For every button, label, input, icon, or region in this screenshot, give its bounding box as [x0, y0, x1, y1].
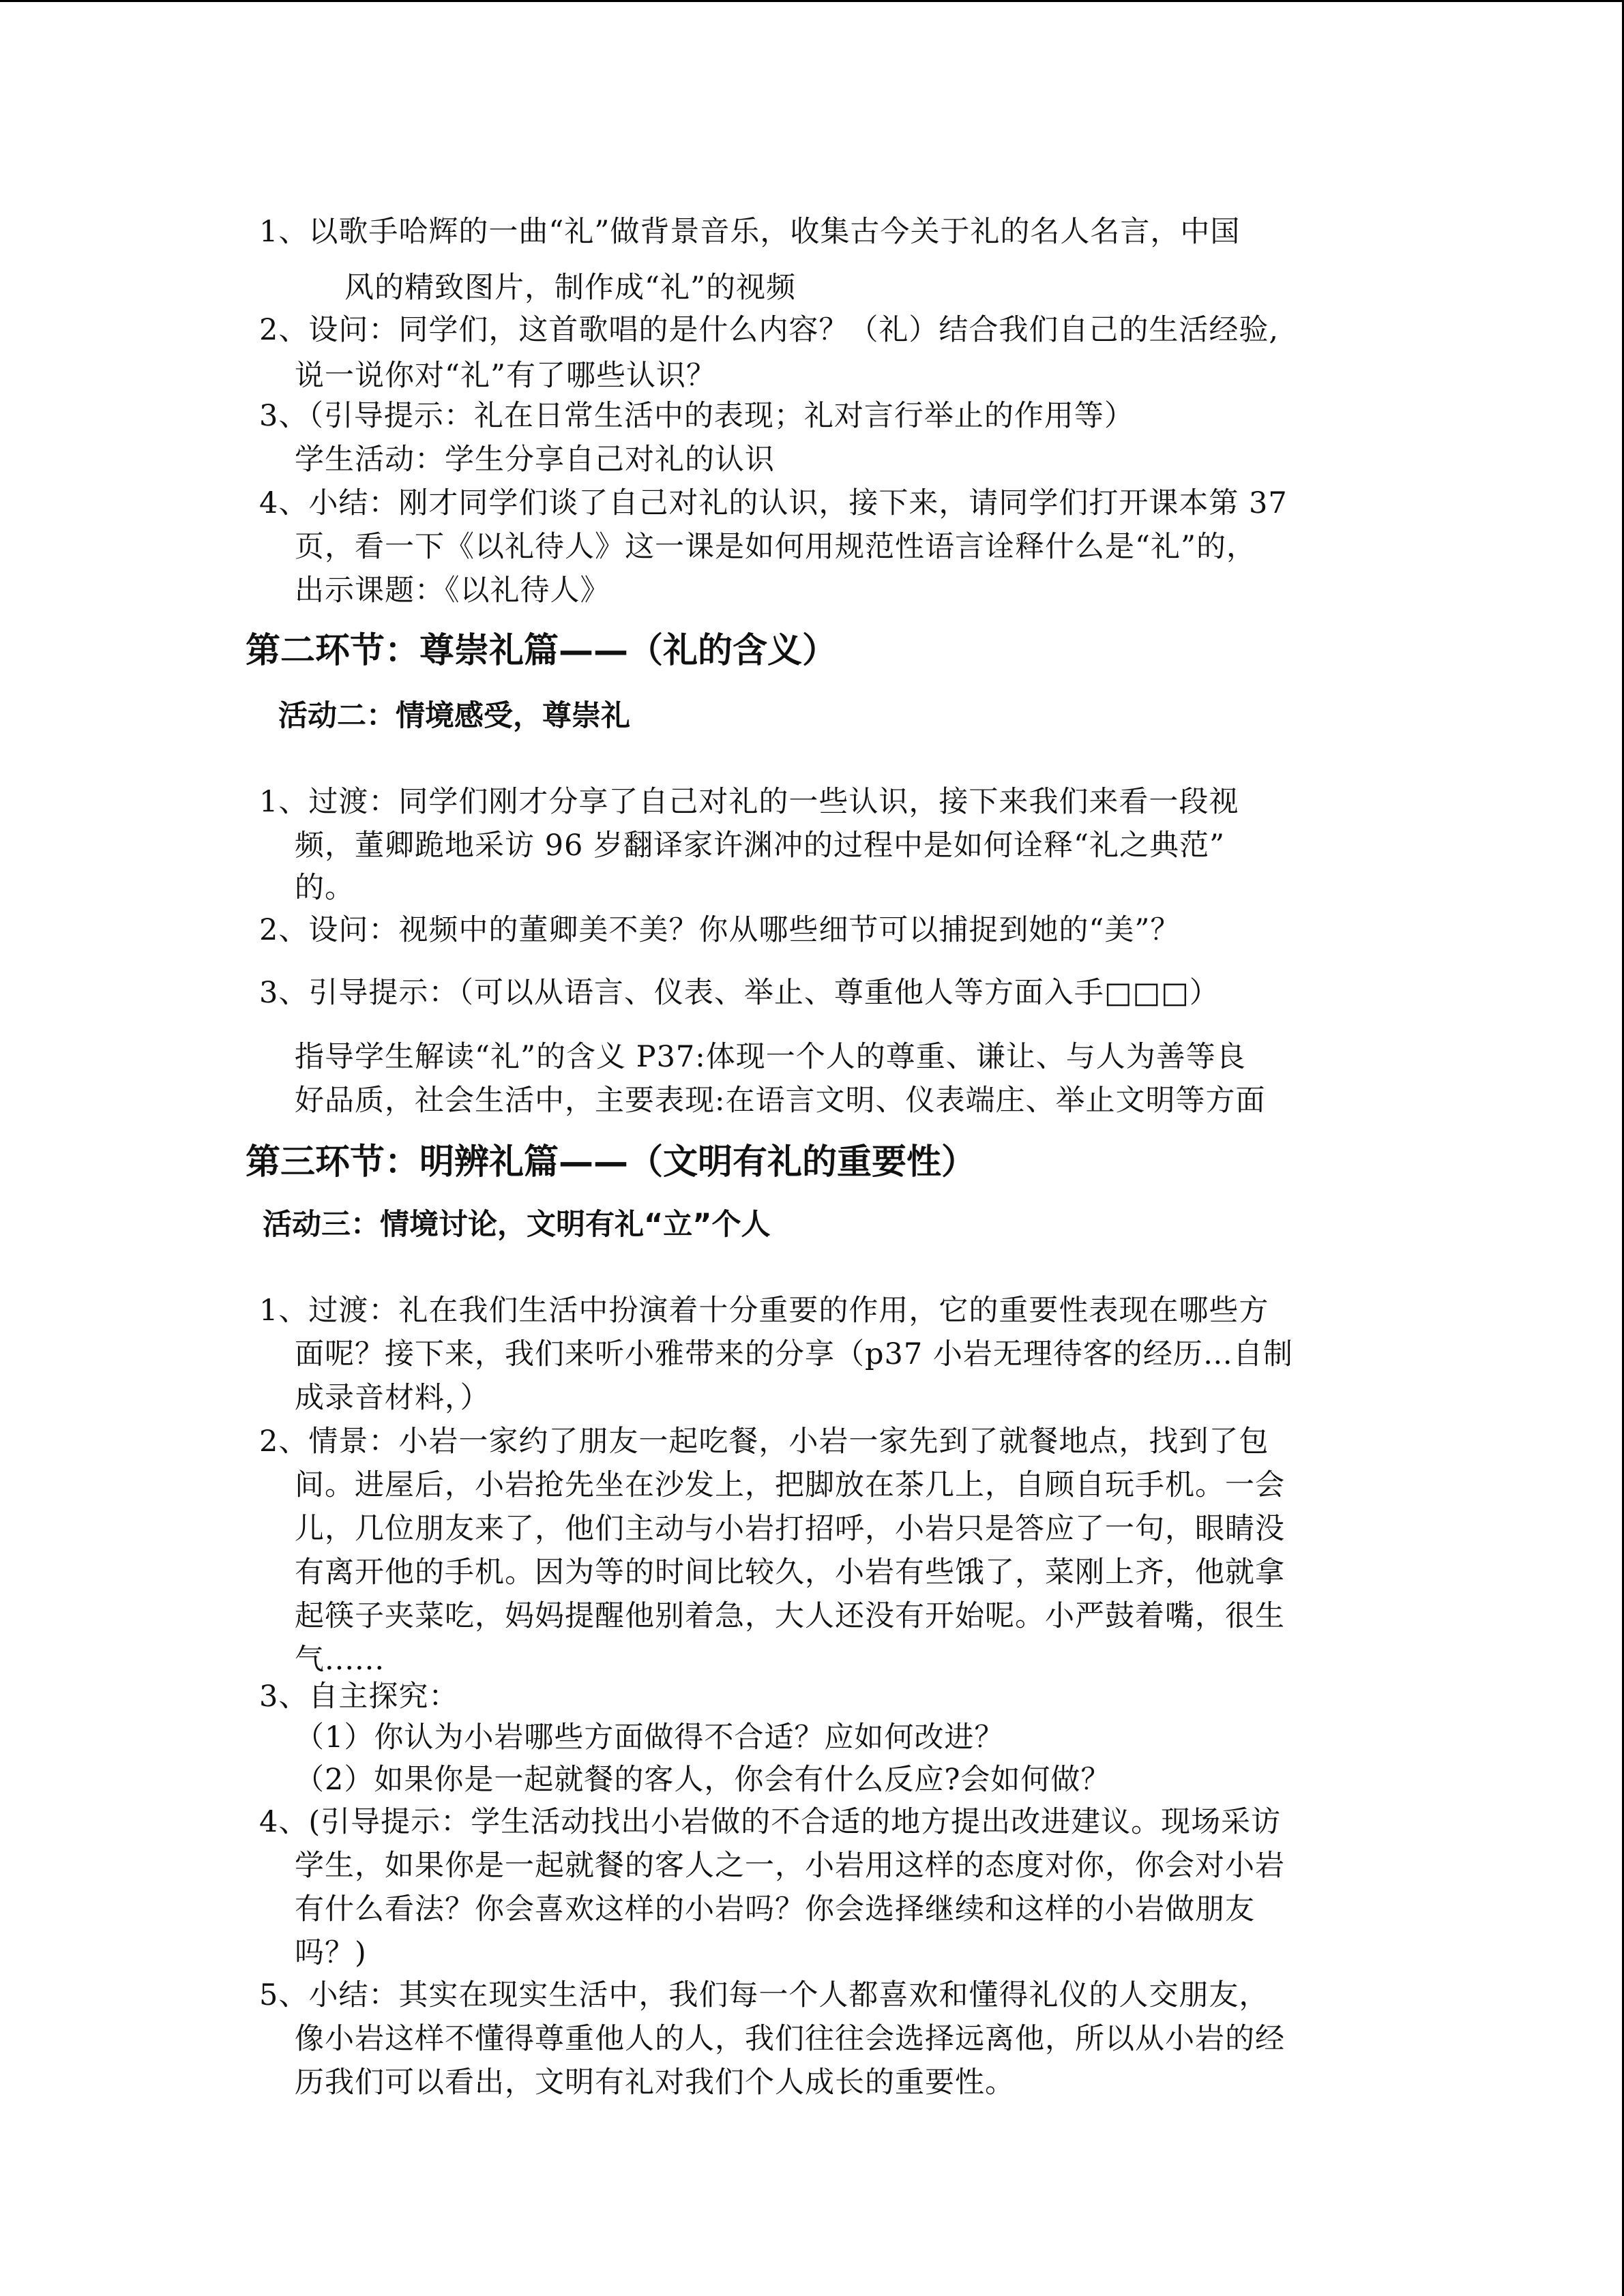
- s3-item1-line3: 成录音材料，）: [295, 1381, 490, 1415]
- s3-item5-line1: 5、小结：其实在现实生活中，我们每一个人都喜欢和懂得礼仪的人交朋友，: [259, 1978, 1269, 2012]
- s2-item1-line1: 1、过渡：同学们刚才分享了自己对礼的一些认识，接下来我们来看一段视: [259, 785, 1239, 819]
- s1-item1-line1: 1、以歌手哈辉的一曲“礼”做背景音乐，收集古今关于礼的名人名言，中国: [259, 215, 1241, 249]
- s3-item2-line4: 有离开他的手机。因为等的时间比较久，小岩有些饿了，菜刚上齐，他就拿: [295, 1555, 1285, 1590]
- page-top-border: [0, 0, 1624, 2]
- s3-item3-line3: （2）如果你是一起就餐的客人，你会有什么反应?会如何做？: [295, 1763, 1111, 1797]
- section3-activity: 活动三：情境讨论，文明有礼“立”个人: [263, 1208, 771, 1242]
- s3-item2-line2: 间。进屋后，小岩抢先坐在沙发上，把脚放在茶几上，自顾自玩手机。一会: [295, 1468, 1285, 1502]
- s3-item1-line1: 1、过渡：礼在我们生活中扮演着十分重要的作用，它的重要性表现在哪些方: [259, 1294, 1269, 1328]
- s3-item5-line2: 像小岩这样不懂得尊重他人的人，我们往往会选择远离他，所以从小岩的经: [295, 2022, 1285, 2056]
- s3-item1-line2: 面呢？接下来，我们来听小雅带来的分享（p37 小岩无理待客的经历…自制: [295, 1337, 1293, 1371]
- section3-heading: 第三环节：明辨礼篇——（文明有礼的重要性）: [246, 1142, 977, 1182]
- s3-item4-line4: 吗？): [295, 1936, 367, 1970]
- s1-item4-line2: 页，看一下《以礼待人》这一课是如何用规范性语言诠释什么是“礼”的，: [295, 530, 1256, 564]
- s3-item4-line3: 有什么看法？你会喜欢这样的小岩吗？你会选择继续和这样的小岩做朋友: [295, 1892, 1255, 1926]
- s3-item4-line1: 4、(引导提示：学生活动找出小岩做的不合适的地方提出改进建议。现场采访: [259, 1805, 1282, 1839]
- s1-item1-line2: 风的精致图片，制作成“礼”的视频: [344, 271, 796, 305]
- s1-item4-line3: 出示课题：《以礼待人》: [295, 573, 610, 608]
- s3-item4-line2: 学生，如果你是一起就餐的客人之一，小岩用这样的态度对你，你会对小岩: [295, 1849, 1285, 1883]
- section2-activity: 活动二：情境感受，尊崇礼: [278, 699, 630, 733]
- s2-item4-line2: 好品质，社会生活中，主要表现:在语言文明、仪表端庄、举止文明等方面: [295, 1084, 1266, 1118]
- s3-item2-line3: 儿，几位朋友来了，他们主动与小岩打招呼，小岩只是答应了一句，眼睛没: [295, 1512, 1285, 1546]
- s2-item4-line1: 指导学生解读“礼”的含义 P37:体现一个人的尊重、谦让、与人为善等良: [295, 1040, 1246, 1074]
- s3-item2-line6: 气......: [295, 1643, 385, 1677]
- s2-item1-line3: 的。: [295, 871, 355, 905]
- s1-item3-line1: 3、（引导提示：礼在日常生活中的表现；礼对言行举止的作用等）: [259, 399, 1134, 433]
- s2-item3-line1: 3、引导提示：（可以从语言、仪表、举止、尊重他人等方面入手□□□）: [259, 976, 1220, 1010]
- s2-item1-line2: 频，董卿跪地采访 96 岁翻译家许渊冲的过程中是如何诠释“礼之典范”: [295, 829, 1226, 863]
- section2-heading: 第二环节：尊崇礼篇——（礼的含义）: [246, 631, 838, 671]
- s3-item2-line1: 2、情景：小岩一家约了朋友一起吃餐，小岩一家先到了就餐地点，找到了包: [259, 1425, 1269, 1459]
- s1-item2-line1: 2、设问：同学们，这首歌唱的是什么内容？（礼）结合我们自己的生活经验,: [259, 313, 1280, 347]
- s3-item3-line2: （1）你认为小岩哪些方面做得不合适？应如何改进？: [295, 1720, 1005, 1755]
- s1-item3-line2: 学生活动：学生分享自己对礼的认识: [295, 443, 775, 477]
- s1-item2-line2: 说一说你对“礼”有了哪些认识？: [295, 359, 716, 393]
- s3-item5-line3: 历我们可以看出，文明有礼对我们个人成长的重要性。: [295, 2066, 1015, 2100]
- s1-item4-line1: 4、小结：刚才同学们谈了自己对礼的认识，接下来，请同学们打开课本第 37: [259, 486, 1288, 520]
- s3-item2-line5: 起筷子夹菜吃，妈妈提醒他别着急，大人还没有开始呢。小严鼓着嘴，很生: [295, 1599, 1285, 1633]
- s3-item3-line1: 3、自主探究：: [259, 1680, 459, 1714]
- s2-item2-line1: 2、设问：视频中的董卿美不美？你从哪些细节可以捕捉到她的“美”？: [259, 913, 1181, 947]
